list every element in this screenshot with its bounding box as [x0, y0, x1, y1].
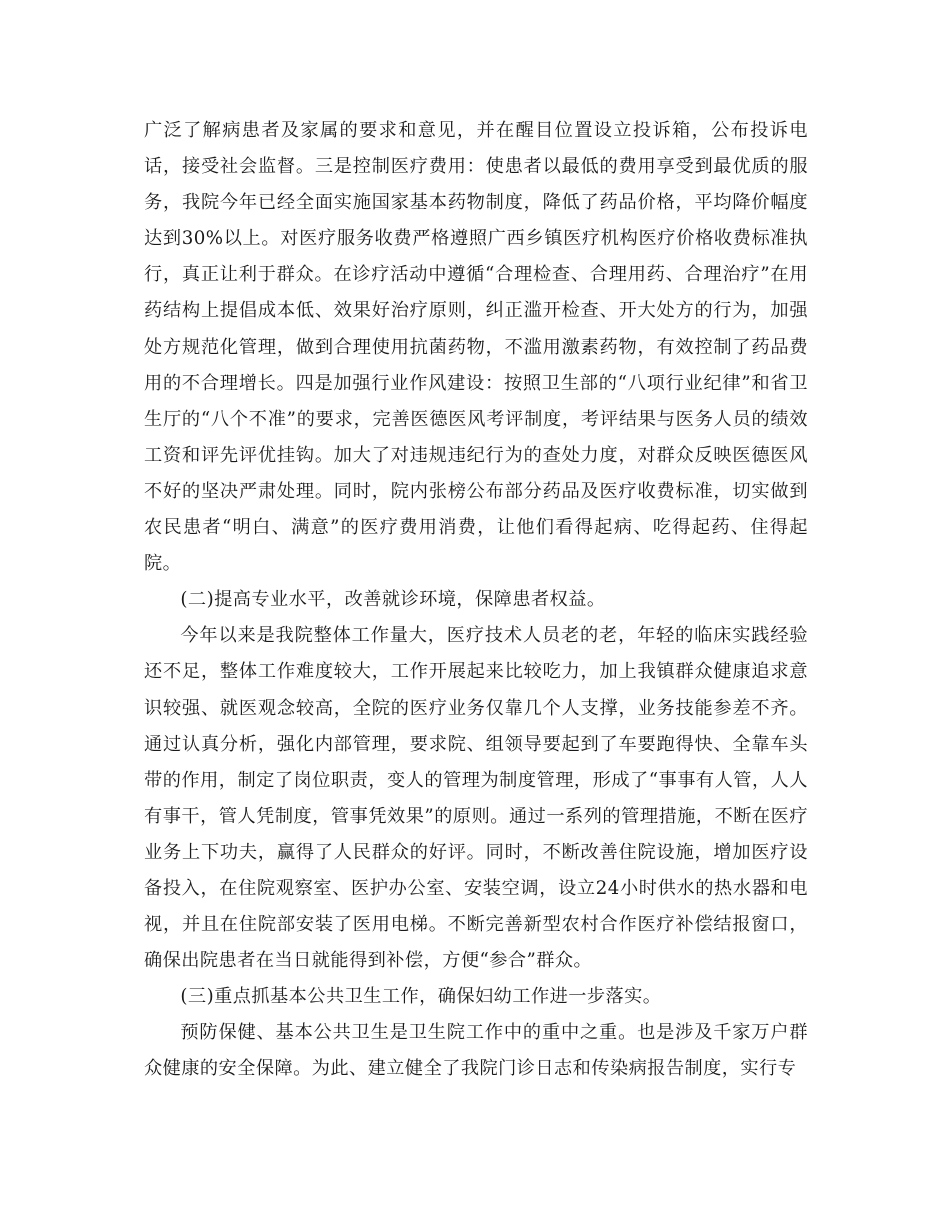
paragraph-section-3: 预防保健、基本公共卫生是卫生院工作中的重中之重。也是涉及千家万户群众健康的安全保障。为此、建立健全了我院门诊日志和传染病报告制度，实行专 [144, 1022, 808, 1080]
document-body [144, 113, 808, 1088]
section-heading-3: (三)重点抓基本公共卫生工作，确保妇幼工作进一步落实。 [180, 986, 662, 1008]
paragraph-continued: 广泛了解病患者及家属的要求和意见，并在醒目位置设立投诉箱，公布投诉电话，接受社会监督。三是控制医疗费用：使患者以最低的费用享受到最优质的服务，我院今年已经全面实施国家基本药物制度，降低了药品价格，平均降价幅度达到30%以上。对医疗服务收费严格遵照广西乡镇医疗机构医疗价格收费标准执行，真正让利于群众。在诊疗活动中遵循“合理检查、合理用药、合理治疗”在用药结构上提倡成本低、效果好治疗原则，纠正滥开检查、开大处方的行为，加强处方规范化管理，做到合理使用抗菌药物，不滥用激素药物，有效控制了药品费用的不合理增长。四是加强行业作风建设：按照卫生部的“八项行业纪律”和省卫生厅的“八个不准”的要求，完善医德医风考评制度，考评结果与医务人员的绩效工资和评先评优挂钩。加大了对违规违纪行为的查处力度，对群众反映医德医风不好的坚决严肃处理。同时，院内张榜公布部分药品及医疗收费标准，切实做到农民患者“明白、满意”的医疗费用消费，让他们看得起病、吃得起药、住得起院。 [144, 120, 808, 575]
paragraph-section-2: 今年以来是我院整体工作量大，医疗技术人员老的老，年轻的临床实践经验还不足，整体工作难度较大，工作开展起来比较吃力，加上我镇群众健康追求意识较强、就医观念较高，全院的医疗业务仅靠几个人支撑，业务技能参差不齐。通过认真分析，强化内部管理，要求院、组领导要起到了车要跑得快、全靠车头带的作用，制定了岗位职责，变人的管理为制度管理，形成了“事事有人管，人人有事干，管人凭制度，管事凭效果”的原则。通过一系列的管理措施，不断在医疗业务上下功夫，赢得了人民群众的好评。同时，不断改善住院设施，增加医疗设备投入，在住院观察室、医护办公室、安装空调，设立24小时供水的热水器和电视，并且在住院部安装了医用电梯。不断完善新型农村合作医疗补偿结报窗口，确保出院患者在当日就能得到补偿，方便“参合”群众。 [144, 625, 808, 972]
section-heading-2: (二)提高专业水平，改善就诊环境，保障患者权益。 [180, 589, 606, 611]
